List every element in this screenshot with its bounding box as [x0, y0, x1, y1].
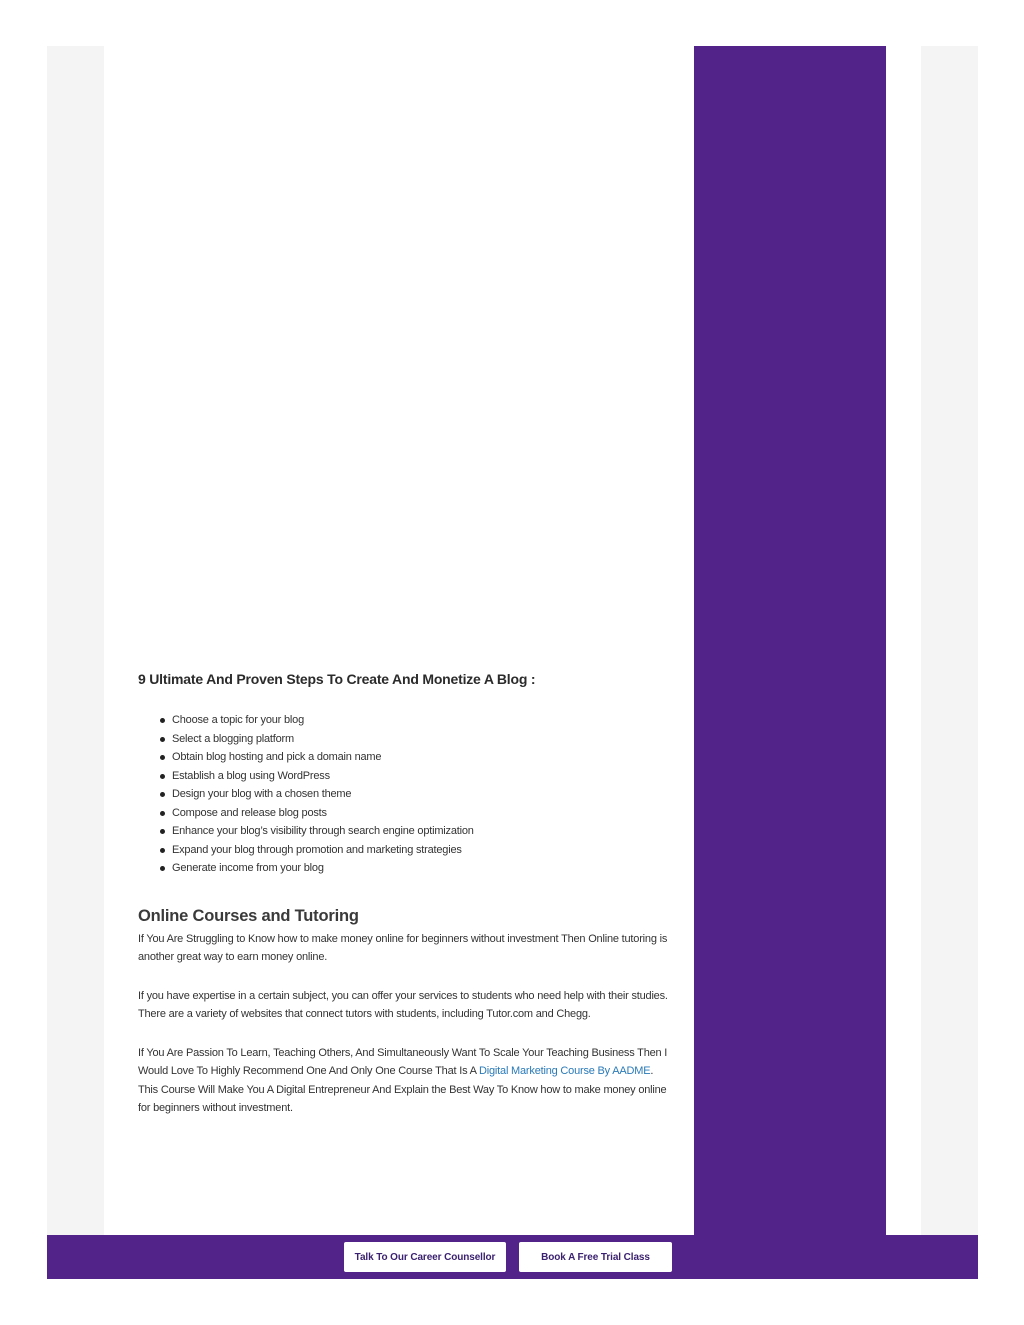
- list-item: Generate income from your blog: [172, 859, 674, 878]
- steps-list: [138, 711, 674, 878]
- tutoring-paragraph-1: If You Are Struggling to Know how to make money online for beginners without investment Then Online tutoring is another great way to earn money online.: [138, 932, 668, 963]
- course-link[interactable]: Digital Marketing Course By AADME: [479, 1065, 651, 1077]
- list-item: Compose and release blog posts: [172, 804, 674, 823]
- tutoring-paragraph-3: [138, 1044, 674, 1118]
- list-item: Establish a blog using WordPress: [172, 767, 674, 786]
- cta-bar: [47, 1235, 978, 1279]
- steps-heading: 9 Ultimate And Proven Steps To Create And Monetize A Blog :: [138, 671, 536, 687]
- list-item: Select a blogging platform: [172, 730, 674, 749]
- list-item: Expand your blog through promotion and marketing strategies: [172, 841, 674, 860]
- paragraph-text: If You Are Passion To Learn, Teaching Others, And Simultaneously Want To Scale Your Teaching Business Then I Would Love To Highly Recommend One And Only One Course That Is A: [138, 1046, 668, 1077]
- sidebar-gutter: [886, 46, 921, 1235]
- article-body: [138, 668, 674, 1118]
- free-trial-button[interactable]: Book A Free Trial Class: [519, 1242, 672, 1272]
- list-item: Choose a topic for your blog: [172, 711, 674, 730]
- sidebar-panel: [694, 46, 886, 1279]
- tutoring-paragraph-2: If you have expertise in a certain subject, you can offer your services to students who need help with their studies. There are a variety of websites that connect tutors with students, including Tutor.com and Chegg.: [138, 989, 668, 1020]
- career-counsellor-button[interactable]: Talk To Our Career Counsellor: [344, 1242, 506, 1272]
- list-item: Obtain blog hosting and pick a domain name: [172, 748, 674, 767]
- tutoring-heading: Online Courses and Tutoring: [138, 906, 359, 925]
- paragraph-text: . This Course Will Make You A Digital Entrepreneur And Explain the Best Way To Know how to make money online for beginners without investment.: [138, 1065, 667, 1114]
- list-item: Design your blog with a chosen theme: [172, 785, 674, 804]
- list-item: Enhance your blog’s visibility through search engine optimization: [172, 822, 674, 841]
